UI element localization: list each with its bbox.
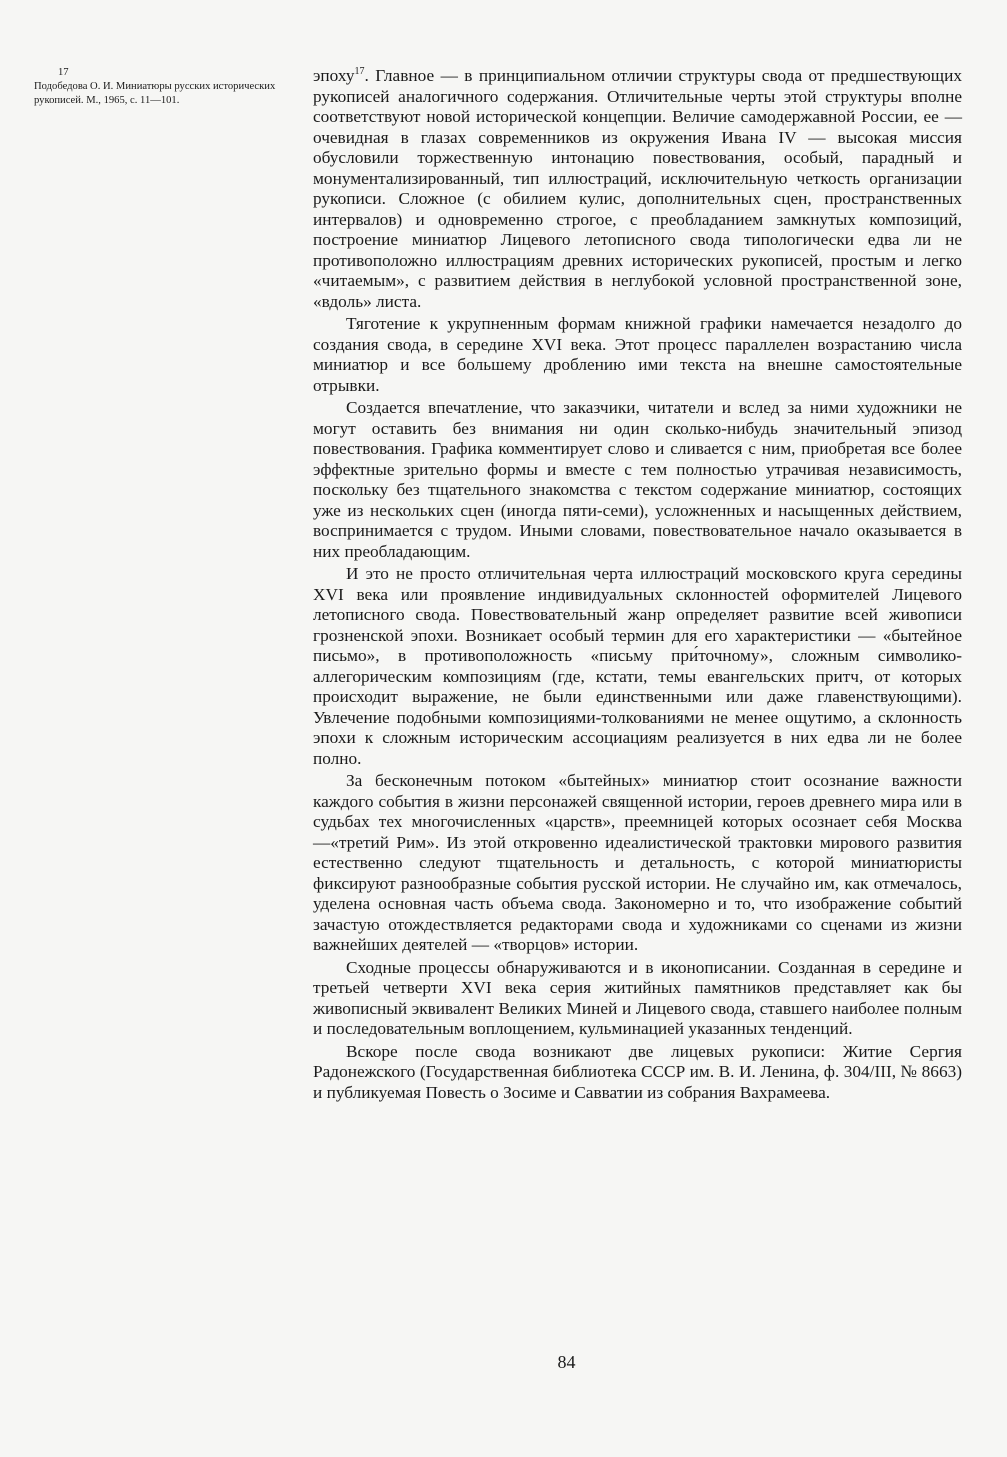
footnote-number: 17 bbox=[58, 67, 69, 78]
paragraph-1 bbox=[313, 66, 962, 312]
footnote-text: Подобедова О. И. Миниатюры русских исторических рукописей. М., 1965, с. 11—101. bbox=[34, 81, 276, 106]
paragraph-3: Создается впечатление, что заказчики, читатели и вслед за ними художники не могут оставить без внимания ни один сколько-нибудь значительный эпизод повествования. Графика комментирует слово и сливается с ним, приобретая все более эффектные зрительно формы и вместе с тем полностью утрачивая независимость, поскольку без тщательного знакомства с текстом содержание миниатюр, состоящих уже из нескольких сцен (иногда пяти-семи), усложненных и насыщенных действием, воспринимается с трудом. Иными словами, повествовательное начало оказывается в них преобладающим. bbox=[313, 398, 962, 561]
footnote-ref-17: 17 bbox=[354, 66, 365, 78]
paragraph-1-start: эпоху bbox=[313, 66, 355, 85]
paragraph-1-rest: . Главное — в принципиальном отличии структуры свода от предшествующих рукописей аналогичного содержания. Отличительные черты этой структуры вполне соответствуют новой исторической концепции. Величие самодержавной России, ее — очевидная в глазах современников из окружения Ивана IV — высокая миссия обусловили торжественную интонацию повествования, особый, парадный и монументализированный, тип иллюстраций, исключительную четкость организации рукописи. Сложное (с обилием кулис, дополнительных сцен, пространственных интервалов) и одновременно строгое, с преобладанием замкнутых композиций, построение миниатюр Лицевого летописного свода типологически едва ли не противоположно иллюстрациям древних исторических рукописей, простым и легко «читаемым», с развитием действия в неглубокой условной пространственной зоне, «вдоль» листа. bbox=[313, 66, 962, 311]
paragraph-6: Сходные процессы обнаруживаются и в иконописании. Созданная в середине и третьей четверти XVI века серия житийных памятников представляет как бы живописный эквивалент Великих Миней и Лицевого свода, ставшего наиболее полным и последовательным воплощением, кульминацией указанных тенденций. bbox=[313, 957, 962, 1038]
main-text bbox=[313, 66, 962, 1103]
paragraph-7: Вскоре после свода возникают две лицевых рукописи: Житие Сергия Радонежского (Государственная библиотека СССР им. В. И. Ленина, ф. 304/III, № 8663) и публикуемая Повесть о Зосиме и Савватии из собрания Вахрамеева. bbox=[313, 1041, 962, 1102]
paragraph-4: И это не просто отличительная черта иллюстраций московского круга середины XVI века или проявление индивидуальных склонностей оформителей Лицевого летописного свода. Повествовательный жанр определяет развитие всей живописи грозненской эпохи. Возникает особый термин для его характеристики — «бытейное письмо», в противоположность «письму при́точному», сложным символико-аллегорическим композициям (где, кстати, темы евангельских притч, от которых происходит выражение, не были единственными или даже главенствующими). Увлечение подобными композициями-толкованиями не менее ощутимо, а склонность эпохи к сложным историческим ассоциациям реализуется в них едва ли не более полно. bbox=[313, 564, 962, 768]
footnote bbox=[34, 66, 296, 108]
paragraph-5: За бесконечным потоком «бытейных» миниатюр стоит осознание важности каждого события в жизни персонажей священной истории, героев древнего мира или в судьбах тех многочисленных «царств», преемницей которых осознает себя Москва—«третий Рим». Из этой откровенно идеалистической трактовки мирового развития естественно следуют тщательность и детальность, с которой миниатюристы фиксируют разнообразные события русской истории. Не случайно им, как отмечалось, уделена основная часть объема свода. Закономерно и то, что изображение событий зачастую отождествляется редакторами свода и художниками со сценами из жизни важнейших деятелей — «творцов» истории. bbox=[313, 771, 962, 954]
paragraph-2: Тяготение к укрупненным формам книжной графики намечается незадолго до создания свода, в середине XVI века. Этот процесс параллелен возрастанию числа миниатюр и все большему дроблению ими текста на внешне самостоятельные отрывки. bbox=[313, 314, 962, 395]
page-number: 84 bbox=[557, 1352, 576, 1372]
